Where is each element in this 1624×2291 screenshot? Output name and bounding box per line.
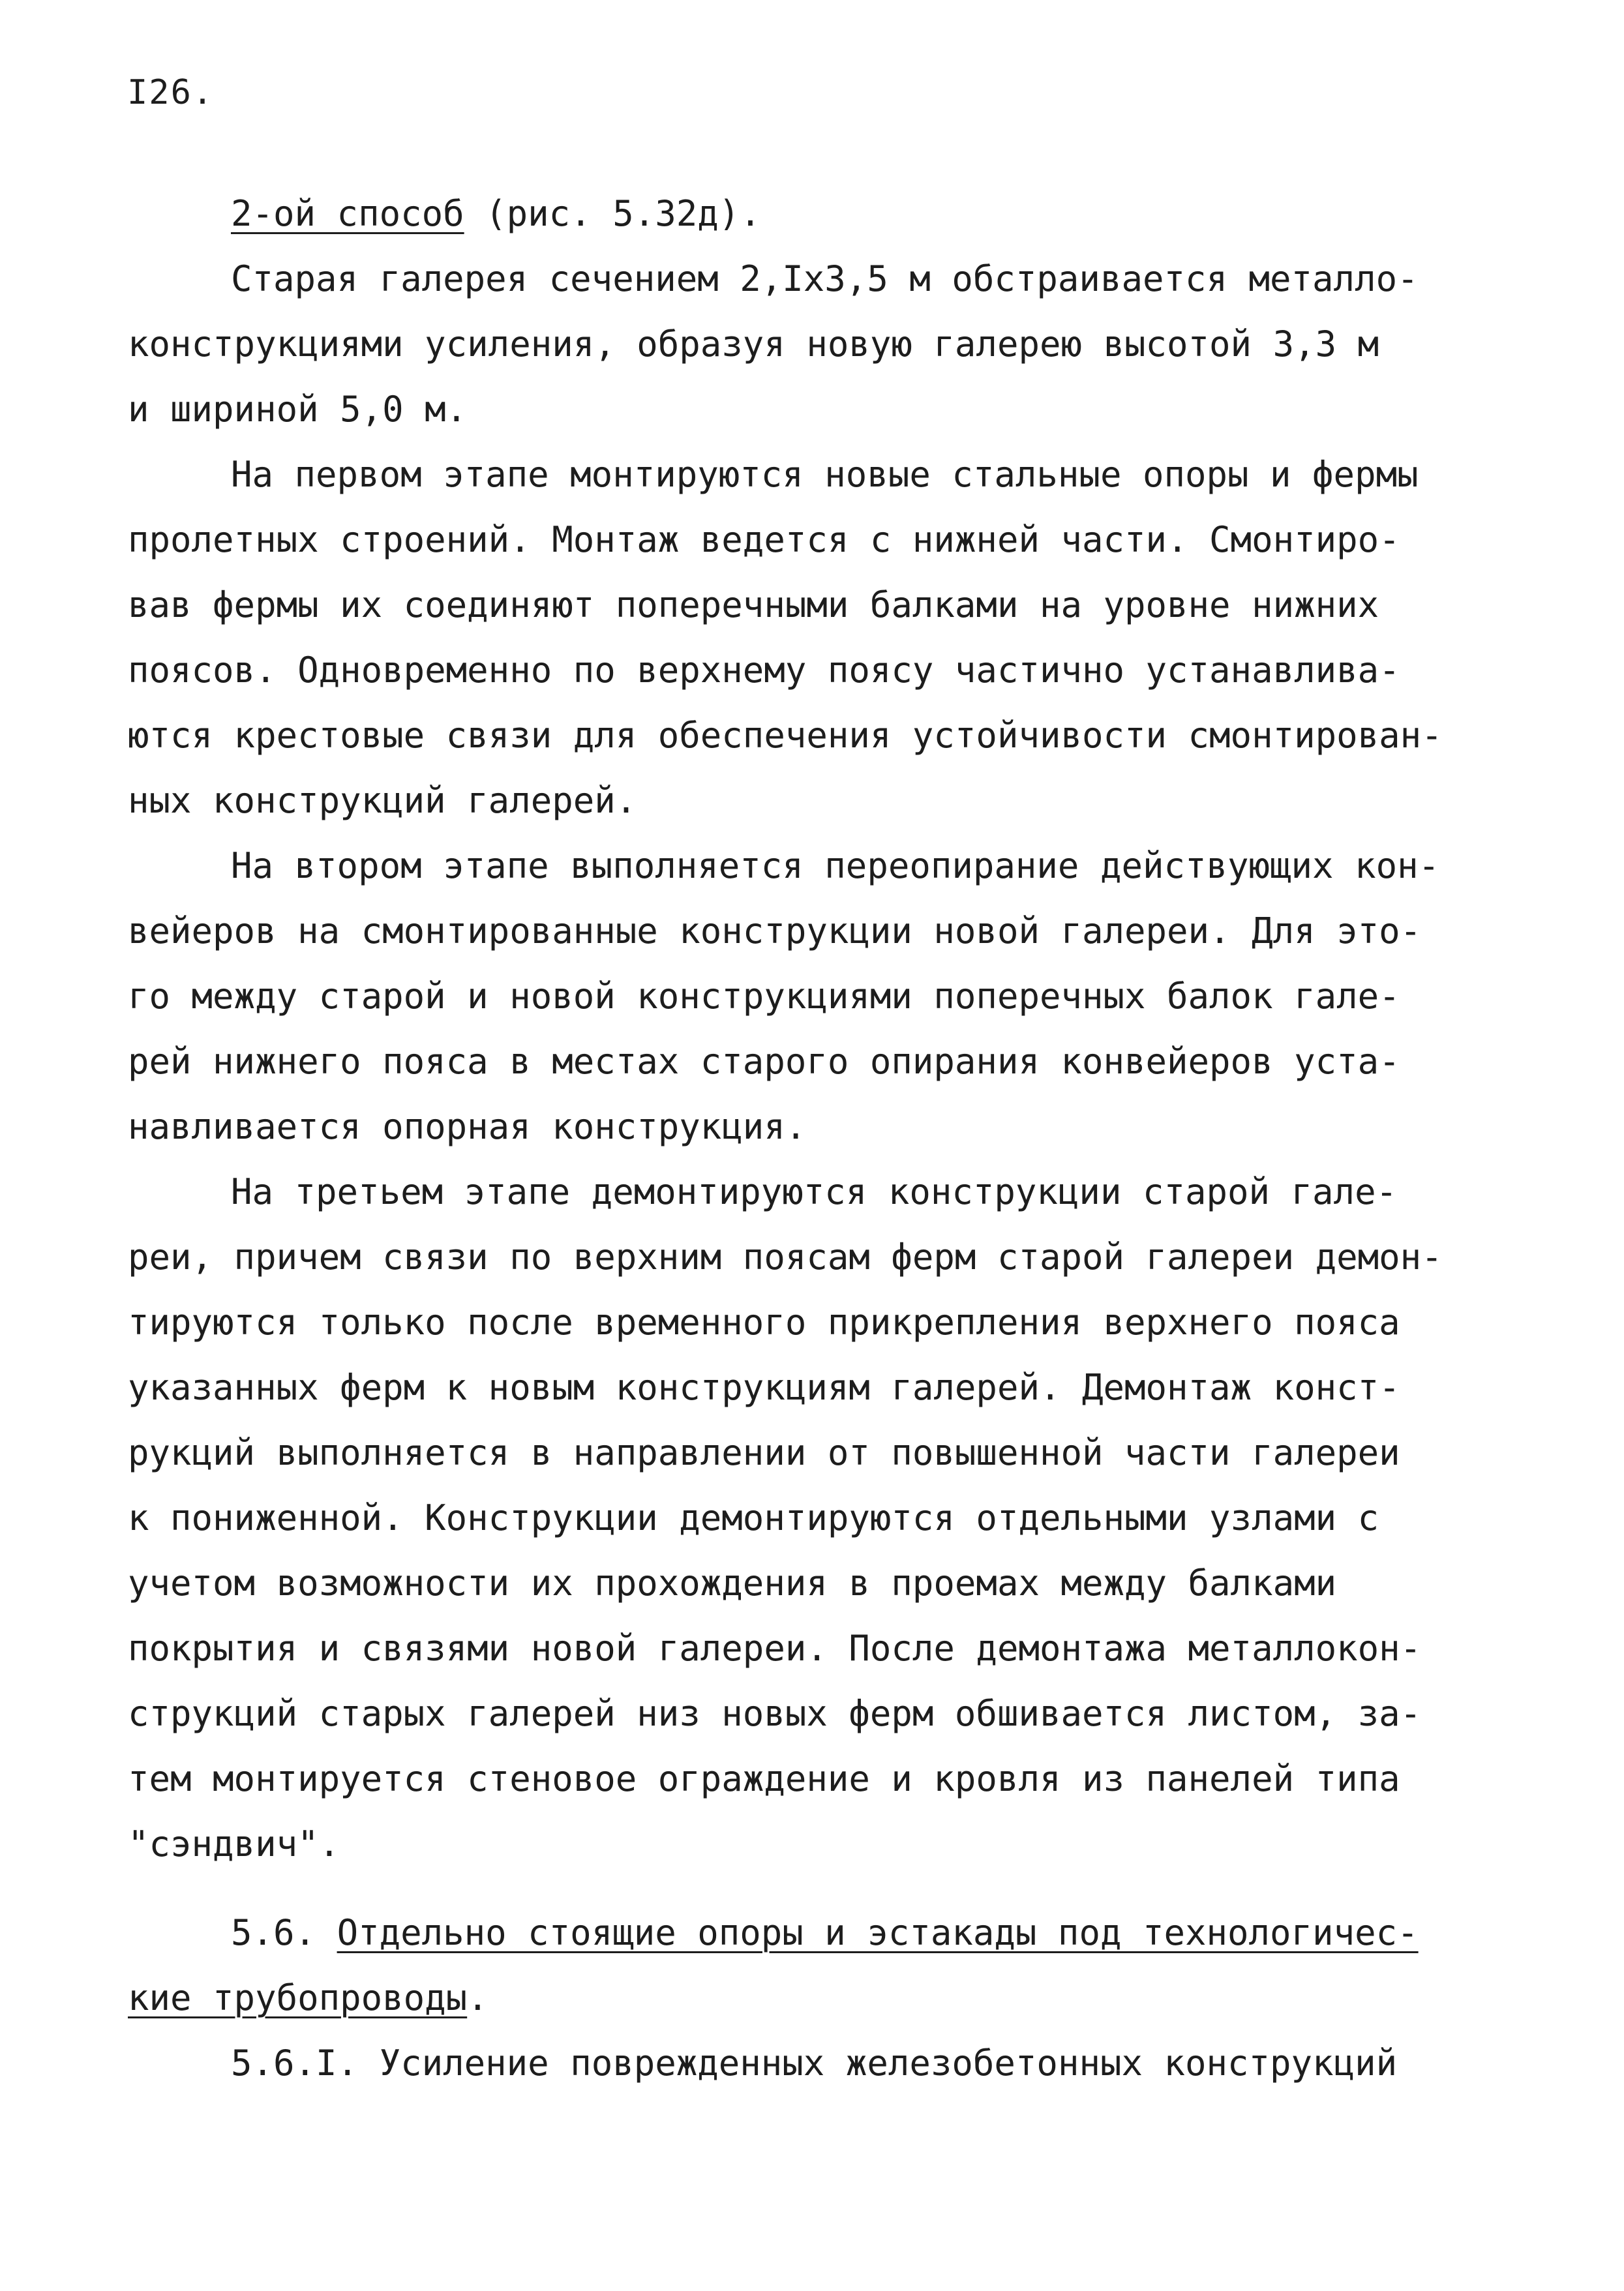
subsection-heading (128, 2031, 1406, 2096)
paragraph-line: навливается опорная конструкция. (128, 1106, 807, 1147)
paragraph-line: поясов. Одновременно по верхнему поясу частично устанавлива- (128, 650, 1400, 691)
paragraph-line: го между старой и новой конструкциями поперечных балок гале- (128, 976, 1400, 1017)
paragraph-line: реи, причем связи по верхним поясам ферм старой галереи демон- (128, 1236, 1443, 1278)
paragraph-line: тируются только после временного прикрепления верхнего пояса (128, 1302, 1400, 1343)
section-heading (128, 1900, 1419, 1966)
method-title-underlined: 2-ой способ (231, 193, 464, 234)
paragraph-line: и шириной 5,0 м. (128, 389, 468, 430)
paragraph-line: На втором этапе выполняется переопирание действующих кон- (231, 845, 1440, 886)
paragraph-line: указанных ферм к новым конструкциям галерей. Демонтаж конст- (128, 1367, 1400, 1408)
paragraph-line: учетом возможности их прохождения в проемах между балками (128, 1563, 1337, 1604)
paragraph-line: покрытия и связями новой галереи. После демонтажа металлокон- (128, 1628, 1422, 1669)
paragraph-line: струкций старых галерей низ новых ферм обшивается листом, за- (128, 1693, 1422, 1734)
page-number: I26. (127, 73, 215, 112)
subsection-number: 5.6.I. (231, 2043, 359, 2084)
paragraph-line: Старая галерея сечением 2,Iх3,5 м обстраивается металло- (231, 258, 1419, 299)
section-title-line1: Отдельно стоящие опоры и эстакады под технологичес- (337, 1912, 1419, 1953)
paragraph-line: ются крестовые связи для обеспечения устойчивости смонтирован- (128, 715, 1443, 756)
method-title-rest: (рис. 5.32д). (464, 193, 761, 234)
paragraph-line: к пониженной. Конструкции демонтируются отдельными узлами с (128, 1497, 1379, 1538)
paragraph-line: тем монтируется стеновое ограждение и кровля из панелей типа (128, 1758, 1400, 1799)
paragraph-line: пролетных строений. Монтаж ведется с нижней части. Смонтиро- (128, 519, 1400, 560)
method-heading (128, 181, 1406, 247)
section-title-end: . (467, 1977, 489, 2018)
paragraph-line: На первом этапе монтируются новые стальные опоры и фермы (231, 454, 1419, 495)
paragraph-line: рей нижнего пояса в местах старого опирания конвейеров уста- (128, 1041, 1400, 1082)
section-heading-cont (128, 1966, 1406, 2031)
paragraph-line: вейеров на смонтированные конструкции новой галереи. Для это- (128, 910, 1422, 951)
body-text (128, 181, 1443, 2096)
section-title-line2: кие трубопроводы (128, 1977, 468, 2018)
paragraph-line: конструкциями усиления, образуя новую галерею высотой 3,3 м (128, 323, 1379, 365)
paragraph-line: На третьем этапе демонтируются конструкции старой гале- (231, 1171, 1398, 1212)
section-number: 5.6. (231, 1912, 316, 1953)
paragraph-line: рукций выполняется в направлении от повышенной части галереи (128, 1432, 1400, 1473)
subsection-title: Усиление поврежденных железобетонных конструкций (379, 2043, 1398, 2084)
paragraph-line: вав фермы их соединяют поперечными балками на уровне нижних (128, 584, 1379, 625)
paragraph-line: "сэндвич". (128, 1823, 340, 1864)
paragraph-line: ных конструкций галерей. (128, 780, 637, 821)
